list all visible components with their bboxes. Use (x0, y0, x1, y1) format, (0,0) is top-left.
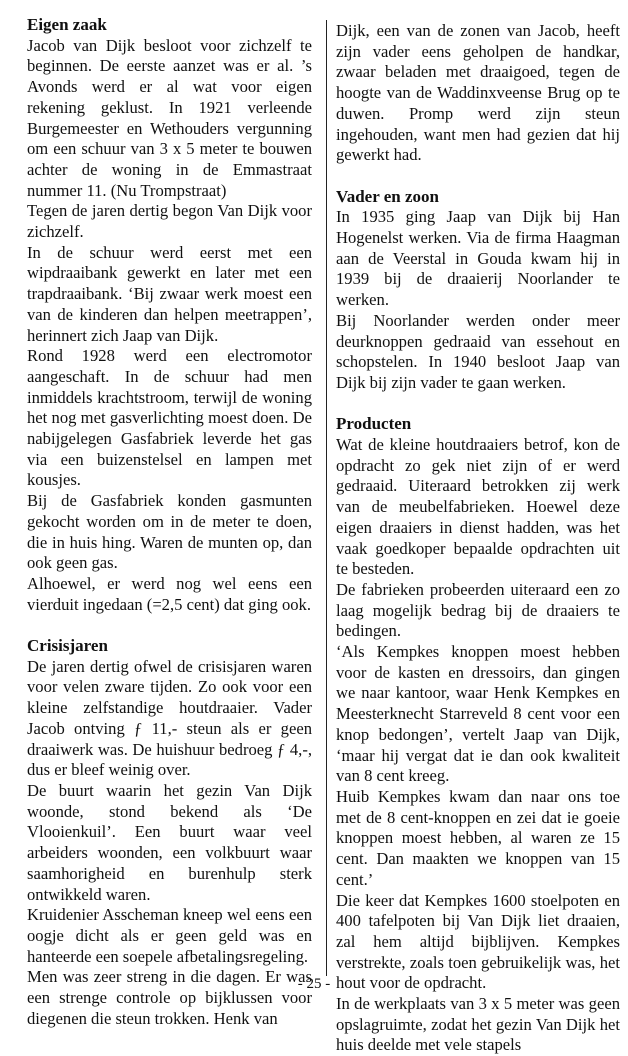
section-gap (27, 615, 312, 636)
paragraph: Rond 1928 werd een electromotor aangeschaft. In de schuur had men inmiddels krachtstroom, terwijl de woning het nog met gasverlichting moest doen. De nabijgelegen Gasfabriek leverde het gas via een buizenstelsel en lampen met kousjes. (27, 346, 312, 490)
paragraph: ‘Als Kempkes knoppen moest hebben voor de kasten en dressoirs, dan gingen we naar kantoor, waar Henk Kempkes en Meesterknecht Starreveld 8 cent voor een knop bedongen’, vertelt Jaap van Dijk, ‘maar hij vergat dat ie dan ook kwaliteit van 8 cent kreeg. (336, 642, 620, 786)
paragraph: Huib Kempkes kwam dan naar ons toe met de 8 cent-knoppen en zei dat ie goeie knoppen moest hebben, al waren ze 15 cent. Dan maakten we knoppen van 15 cent.’ (336, 786, 620, 889)
paragraph: Alhoewel, er werd nog wel eens een vierduit ingedaan (=2,5 cent) dat ging ook. (27, 573, 312, 614)
continued-paragraph: Dijk, een van de zonen van Jacob, heeft zijn vader eens geholpen de handkar, zwaar beladen met draaigoed, tegen de hoogte van de Waddinxveense Brug op te duwen. Promp werd zijn steun ingehouden, want men had gezien dat hij gewerkt had. (336, 21, 620, 165)
section-heading-eigen-zaak: Eigen zaak (27, 15, 107, 34)
paragraph: De buurt waarin het gezin Van Dijk woonde, stond bekend als ‘De Vlooienkuil’. Een buurt waar veel arbeiders woonden, een volkbuurt waar saamhorigheid en burenhulp sterk ontwikkeld waren. (27, 781, 312, 904)
section-heading-producten: Producten (336, 414, 412, 434)
paragraph: De jaren dertig ofwel de crisisjaren waren voor velen zware tijden. Zo ook voor een kleine zelfstandige houtdraaier. Vader Jacob ontving ƒ 11,- steun als er geen draaiwerk was. De huishuur bedroeg ƒ 4,-, dus er bleef weinig over. (27, 656, 312, 780)
column-divider (326, 20, 327, 976)
paragraph: In de werkplaats van 3 x 5 meter was geen opslagruimte, zodat het gezin Van Dijk het huis deelde met vele stapels (336, 994, 620, 1055)
paragraph: Tegen de jaren dertig begon Van Dijk voor zichzelf. (27, 201, 312, 242)
paragraph: Wat de kleine houtdraaiers betrof, kon de opdracht zo gek niet zijn of er werd gedraaid. Uiteraard betrokken zij werk van de meubelfabrieken. Hoewel deze eigen draaiers in dienst hadden, was het vaak goedkoper bepaalde opdrachten uit te besteden. (336, 435, 620, 579)
page-number: - 25 - (297, 976, 331, 992)
paragraph: Kruidenier Asscheman kneep wel eens een oogje dicht als er geen geld was en hanteerde een soepele afbetalingsregeling. (27, 905, 312, 966)
section-gap (336, 166, 620, 187)
paragraph: Bij de Gasfabriek konden gasmunten gekocht worden om in de meter te doen, die in huis hing. Waren de munten op, dan ook geen gas. (27, 491, 312, 573)
paragraph: Men was zeer streng in die dagen. Er was een strenge controle op bijklussen voor diegenen die steun trokken. Henk van (27, 967, 312, 1028)
section-heading-vader-en-zoon: Vader en zoon (336, 186, 439, 206)
paragraph: In de schuur werd eerst met een wipdraaibank gewerkt en later met een trapdraaibank. ‘Bij zwaar werk moest een van de kinderen dan helpen meetrappen’, herinnert zich Jaap van Dijk. (27, 242, 312, 345)
right-column (336, 1, 620, 1056)
paragraph: Bij Noorlander werden onder meer deurknoppen gedraaid van essehout en schopstelen. In 1940 besloot Jaap van Dijk bij zijn vader te gaan werken. (336, 310, 620, 392)
section-heading-crisisjaren: Crisisjaren (27, 636, 108, 656)
paragraph: Jacob van Dijk besloot voor zichzelf te beginnen. De eerste aanzet was er al. ’s Avonds werd er al wat voor eigen rekening geklust. In 1921 verleende Burgemeester en Wethouders vergunning om een schuur van 3 x 5 meter te bouwen achter de woning in de Emmastraat nummer 11. (Nu Trompstraat) (27, 35, 312, 200)
section-gap (336, 394, 620, 415)
paragraph: De fabrieken probeerden uiteraard een zo laag mogelijk bedrag bij de draaiers te bedingen. (336, 579, 620, 641)
paragraph: In 1935 ging Jaap van Dijk bij Han Hogenelst werken. Via de firma Haagman aan de Veerstal in Gouda kwam hij in 1939 bij de draaierij Noorlander te werken. (336, 207, 620, 310)
paragraph: Die keer dat Kempkes 1600 stoelpoten en 400 tafelpoten bij Van Dijk liet draaien, zal hem altijd bijblijven. Kempkes verstrekte, zoals toen gebruikelijk was, het hout voor de opdracht. (336, 890, 620, 993)
left-column (27, 15, 312, 1029)
